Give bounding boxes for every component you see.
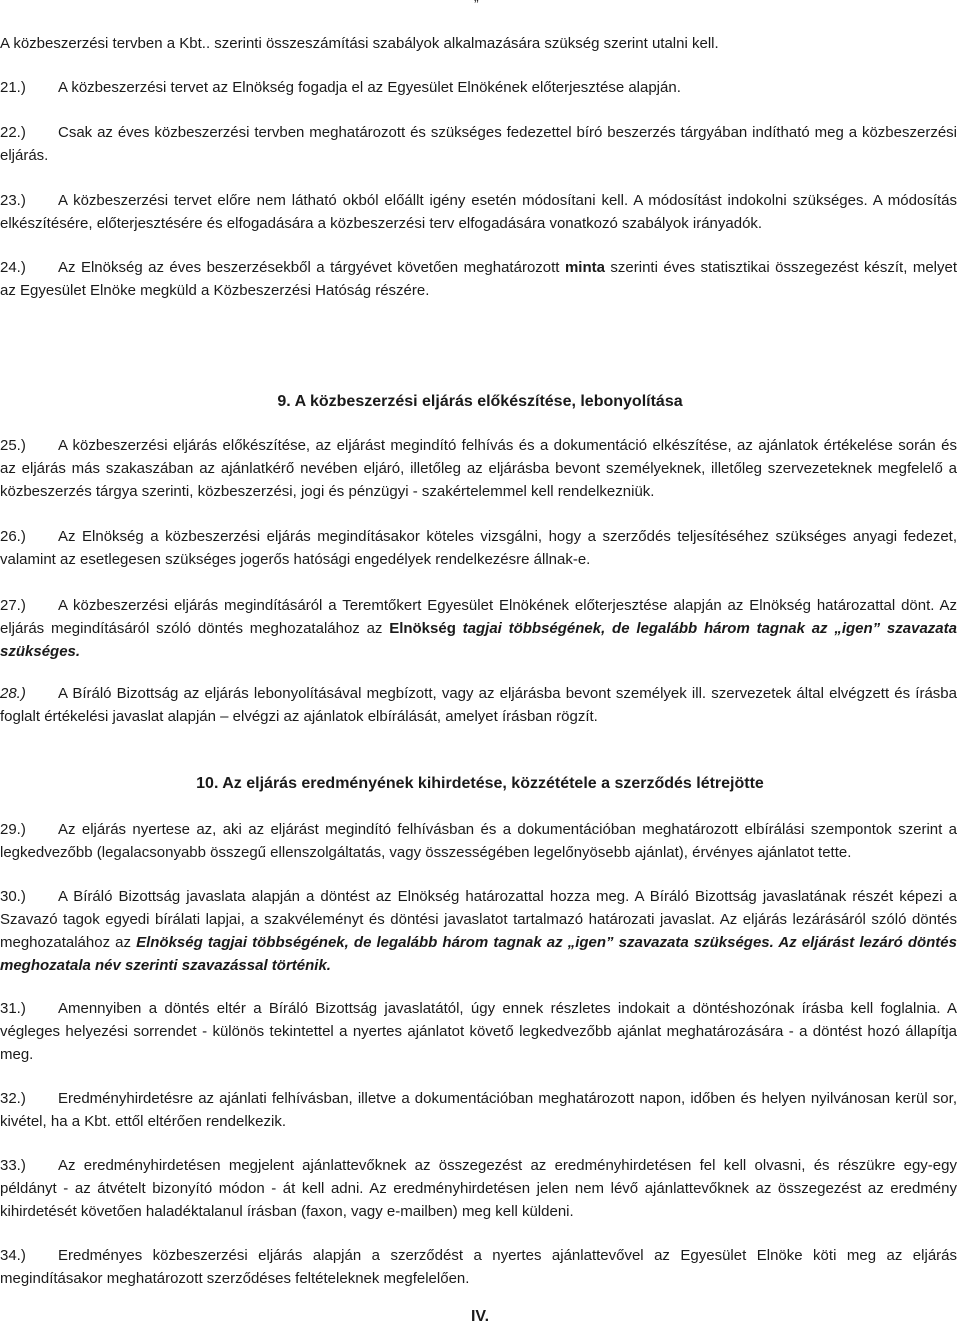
paragraph-text: szerinti éves statisztikai összegezést készít, melyet az Egyesület Elnöke megküld a Közbeszerzési Hatóság részére.: [0, 259, 958, 299]
paragraph-intro: A közbeszerzési tervben a Kbt.. szerinti összeszámítási szabályok alkalmazására szükség szerint utalni kell.: [0, 35, 719, 52]
paragraph-text: Csak az éves közbeszerzési tervben meghatározott és szükséges fedezettel bíró beszerzés tárgyában indítható meg a közbeszerzési eljárás.: [0, 124, 957, 164]
paragraph-number: 24.): [0, 259, 26, 276]
section-marker: IV.: [470, 1308, 490, 1325]
paragraph-22: [0, 121, 957, 167]
paragraph-text: A közbeszerzési tervet az Elnökség fogadja el az Egyesület Elnökének előterjesztése alapján.: [58, 79, 681, 96]
paragraph-text: A közbeszerzési eljárás megindításáról a Teremtőkert Egyesület Elnökének előterjesztése alapján az Elnökség határozattal dönt. Az eljárás megindításáról szóló döntés meghozatalához az: [0, 597, 957, 637]
paragraph-text: A közbeszerzési tervet előre nem látható okból előállt igény esetén módosítani kell. A módosítást indokolni szükséges. A módosítás elkészítésére, előterjesztésére és elfogadására a közbeszerzési terv elfogadására vonatkozó szabályok irányadók.: [0, 192, 957, 232]
bold-term: minta: [564, 259, 605, 276]
paragraph-number: 27.): [0, 597, 26, 614]
bold-italic-text: tagjai többségének, de legalább három tagnak az „igen” szavazata szükséges.: [0, 620, 957, 660]
paragraph-26: [0, 525, 957, 571]
paragraph-27: [0, 594, 957, 663]
paragraph-number: 30.): [0, 888, 26, 905]
paragraph-21: [0, 76, 957, 99]
paragraph-text: Az Elnökség az éves beszerzésekből a tárgyévet követően meghatározott: [58, 259, 565, 276]
paragraph-number: 28.): [0, 685, 26, 702]
paragraph-text: Az eredményhirdetésen megjelent ajánlattevőknek az összegezést az eredményhirdetésen fel kell olvasni, és részükre egy-egy példányt - az átvételt bizonyító módon - át kell adni. Az eredményhirdetésen jelen nem lévő ajánlattevőknek az összegezést az eredmény kihirdetését követően haladéktalanul írásban (faxon, vagy e-mailben) meg kell küldeni.: [0, 1157, 957, 1220]
paragraph-text: Eredményes közbeszerzési eljárás alapján a szerződést a nyertes ajánlattevővel az Egyesület Elnöke köti meg az eljárás megindításakor meghatározott szerződéses feltételeknek megfelelően.: [0, 1247, 957, 1287]
paragraph-number: 32.): [0, 1090, 26, 1107]
paragraph-text: Az Elnökség a közbeszerzési eljárás megindításakor köteles vizsgálni, hogy a szerződés teljesítéséhez szükséges anyagi fedezet, valamint az esetlegesen szükséges jogerős hatósági engedélyek rendelkezésre állnak-e.: [0, 528, 957, 568]
paragraph-number: 34.): [0, 1247, 26, 1264]
paragraph-text: A Bíráló Bizottság az eljárás lebonyolításával megbízott, vagy az eljárásba bevont személyek ill. szervezetek által elvégzett és írásba foglalt értékelési javaslat alapján – elvégzi az ajánlatok elbírálását, amelyet írásban rögzít.: [0, 685, 957, 725]
paragraph-29: [0, 818, 957, 864]
paragraph-text: A Bíráló Bizottság javaslata alapján a döntést az Elnökség határozattal hozza meg. A Bíráló Bizottság javaslatának részét képezi a Szavazó tagok egyedi bírálati lapjai, a szakvéleményt és döntési javaslatot tartalmazó határozati javaslat. Az eljárás lezárásáról szóló döntés meghozatalához az: [0, 888, 957, 951]
paragraph-number: 29.): [0, 821, 26, 838]
paragraph-number: 21.): [0, 79, 26, 96]
paragraph-number: 22.): [0, 124, 26, 141]
bold-term: Elnökség: [389, 620, 456, 637]
paragraph-32: [0, 1087, 957, 1133]
top-quote-mark: ”: [474, 0, 479, 12]
paragraph-text: Az eljárás nyertese az, aki az eljárást megindító felhívásban és a dokumentációban meghatározott elbírálási szempontok szerint a legkedvezőbb (legalacsonyabb összegű ellenszolgáltatás, vagy összességében legelőnyösebb ajánlat), érvényes ajánlatot tette.: [0, 821, 957, 861]
section-heading-9: 9. A közbeszerzési eljárás előkészítése, lebonyolítása: [277, 393, 683, 410]
paragraph-23: [0, 189, 957, 235]
paragraph-text: Eredményhirdetésre az ajánlati felhívásban, illetve a dokumentációban meghatározott napon, időben és helyen nyilvánosan kerül sor, kivétel, ha a Kbt. ettől eltérően rendelkezik.: [0, 1090, 957, 1130]
paragraph-33: [0, 1154, 957, 1223]
paragraph-number: 25.): [0, 437, 26, 454]
paragraph-number: 26.): [0, 528, 26, 545]
paragraph-34: [0, 1244, 957, 1290]
paragraph-25: [0, 434, 957, 503]
paragraph-number: 31.): [0, 1000, 26, 1017]
paragraph-number: 23.): [0, 192, 26, 209]
section-heading-10: 10. Az eljárás eredményének kihirdetése, közzététele a szerződés létrejötte: [196, 775, 764, 792]
bold-italic-text: Elnökség tagjai többségének, de legalább három tagnak az „igen” szavazata szükséges. Az eljárást lezáró döntés meghozatala név szerinti szavazással történik.: [0, 934, 957, 974]
paragraph-number: 33.): [0, 1157, 26, 1174]
paragraph-31: [0, 997, 957, 1066]
paragraph-28: [0, 682, 957, 728]
paragraph-text: Amennyiben a döntés eltér a Bíráló Bizottság javaslatától, úgy ennek részletes indokait a döntéshozónak írásba kell foglalnia. A végleges helyezési sorrendet - különös tekintettel a nyertes ajánlatot követő legkedvezőbb ajánlat meghatározására - a döntést hozó állapítja meg.: [0, 1000, 957, 1063]
paragraph-text: A közbeszerzési eljárás előkészítése, az eljárást megindító felhívás és a dokumentáció elkészítése, az ajánlatok értékelése során és az eljárás más szakaszában az ajánlatkérő nevében eljáró, illetőleg az eljárásba bevont személyeknek, illetőleg szervezeteknek megfelelő a közbeszerzés tárgya szerinti, közbeszerzési, jogi és pénzügyi - szakértelemmel kell rendelkezniük.: [0, 437, 957, 500]
paragraph-24: [0, 256, 957, 302]
paragraph-30: [0, 885, 957, 977]
